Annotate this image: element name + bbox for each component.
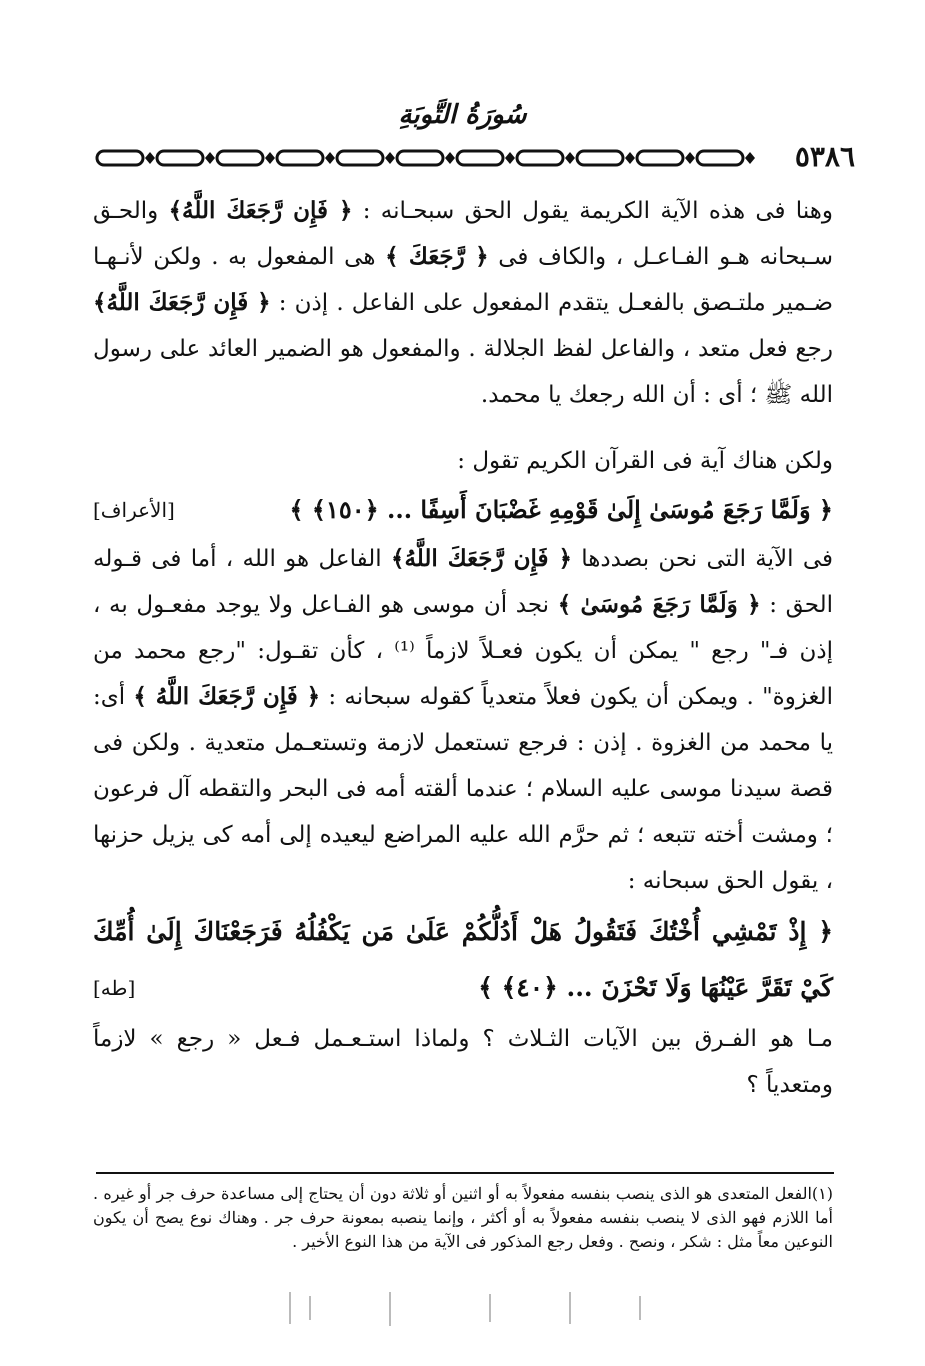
surah-title: سُورَةُ التَّوبَةِ [398, 100, 527, 130]
paragraph-4: مـا هو الفـرق بين الآيات الثـلاث ؟ ولماذا استـعـمل فـعل « رجع » لازماً ومتعدياً ؟ [93, 1026, 833, 1098]
quran-quote: ﴿ فَإِن رَّجَعَكَ اللَّهُ﴾ [93, 289, 271, 316]
p1-mid2: هى المفعول به . ولكن لأنـهـا ضـمير ملتـصق بالفعـل يتقدم المفعول على الفاعل . إذن : [93, 244, 834, 316]
p1-mid1: والحـق سـبحانه هـو الفـاعـل ، والكاف فى [93, 198, 833, 270]
quran-quote: ﴿ فَإِن رَّجَعَكَ اللَّهُ﴾ [168, 197, 353, 224]
quran-quote: ﴿ فَإِن رَّجَعَكَ اللَّهُ﴾ [390, 545, 572, 572]
surah-reference: [الأعراف] [93, 498, 175, 522]
p3-b: الفاعل هو الله ، أما فى قـوله الحق : [93, 546, 833, 618]
footnote-divider [96, 1172, 834, 1174]
p3-d: أى: يا محمد من الغزوة . إذن : فرجع تستعمل لازمة وتستعـمل متعدية . ولكن فى قصة سيدنا موسى عليه السلام ؛ عندما ألقته أمه فى البحر والتقطه آل فرعون ؛ ومشت أخته تتبعه ؛ ثم حرَّم الله عليه المراضع ليعيده إلى أمه كى يزيل حزنها ، يقول الحق سبحانه : [93, 684, 833, 894]
paragraph-2: ولكن هناك آية فى القرآن الكريم تقول : [457, 448, 833, 474]
verse-taha [93, 904, 833, 1016]
quran-quote: ﴿ فَإِن رَّجَعَكَ اللَّهُ ﴾ [133, 683, 321, 710]
p3-c: نجد أن موسى هو الفـاعل ولا يوجد مفعـول به ، إذن فـ" رجع " يمكن أن يكون فعـلاً لازماً ⁽¹⁾ ، كأن تقـول: "رجع محمد من الغزوة" . ويمكن أن يكون فعلاً متعدياً كقوله سبحانه : [93, 592, 833, 710]
paragraph-3 [93, 536, 833, 904]
surah-reference: [طه] [93, 976, 136, 1000]
page-number: ٥٣٨٦ [794, 140, 855, 173]
verse-text: ﴿ وَلَمَّا رَجَعَ مُوسَىٰ إِلَىٰ قَوْمِهِ غَضْبَانَ أَسِفًا ... ﴿١٥٠﴾ ﴾ [289, 495, 833, 524]
main-text [93, 188, 833, 1108]
ornamental-divider [95, 146, 760, 170]
verse-text: ﴿ إِذْ تَمْشِي أُخْتُكَ فَتَقُولُ هَلْ أَدُلُّكُمْ عَلَىٰ مَن يَكْفُلُهُ فَرَجَعْنَاكَ إِلَىٰ أُمِّكَ كَيْ تَقَرَّ عَيْنُهَا وَلَا تَحْزَنَ ... ﴿٤٠﴾ ﴾ [93, 917, 833, 1002]
scan-marks [280, 1290, 660, 1330]
paragraph-1 [93, 188, 833, 418]
quran-quote: ﴿ وَلَمَّا رَجَعَ مُوسَىٰ ﴾ [557, 591, 761, 618]
verse-al-araf [93, 484, 833, 536]
p3-a: فى الآية التى نحن بصددها [571, 546, 833, 572]
footnote: (١)الفعل المتعدى هو الذى ينصب بنفسه مفعولاً به أو اثنين أو ثلاثة دون أن يحتاج إلى مساعدة حرف جر أو غيره . أما اللازم فهو الذى لا ينصب بنفسه مفعولاً به أو أكثر ، وإنما ينصبه بمعونة حرف جر . وهناك نوع يصح أن يكون النوعين معاً مثل : شكر ، ونصح . وفعل رجع المذكور فى الآية من هذا النوع الأخير . [93, 1184, 833, 1251]
p1-intro: وهنا فى هذه الآية الكريمة يقول الحق سبحـانه : [352, 198, 833, 224]
quran-quote: ﴿ رَّجَعَكَ ﴾ [385, 243, 489, 270]
p1-mid3: رجع فعل متعد ، والفاعل لفظ الجلالة . والمفعول هو الضمير العائد على رسول الله ﷺ ؛ أى : أن الله رجعك يا محمد. [93, 336, 833, 408]
